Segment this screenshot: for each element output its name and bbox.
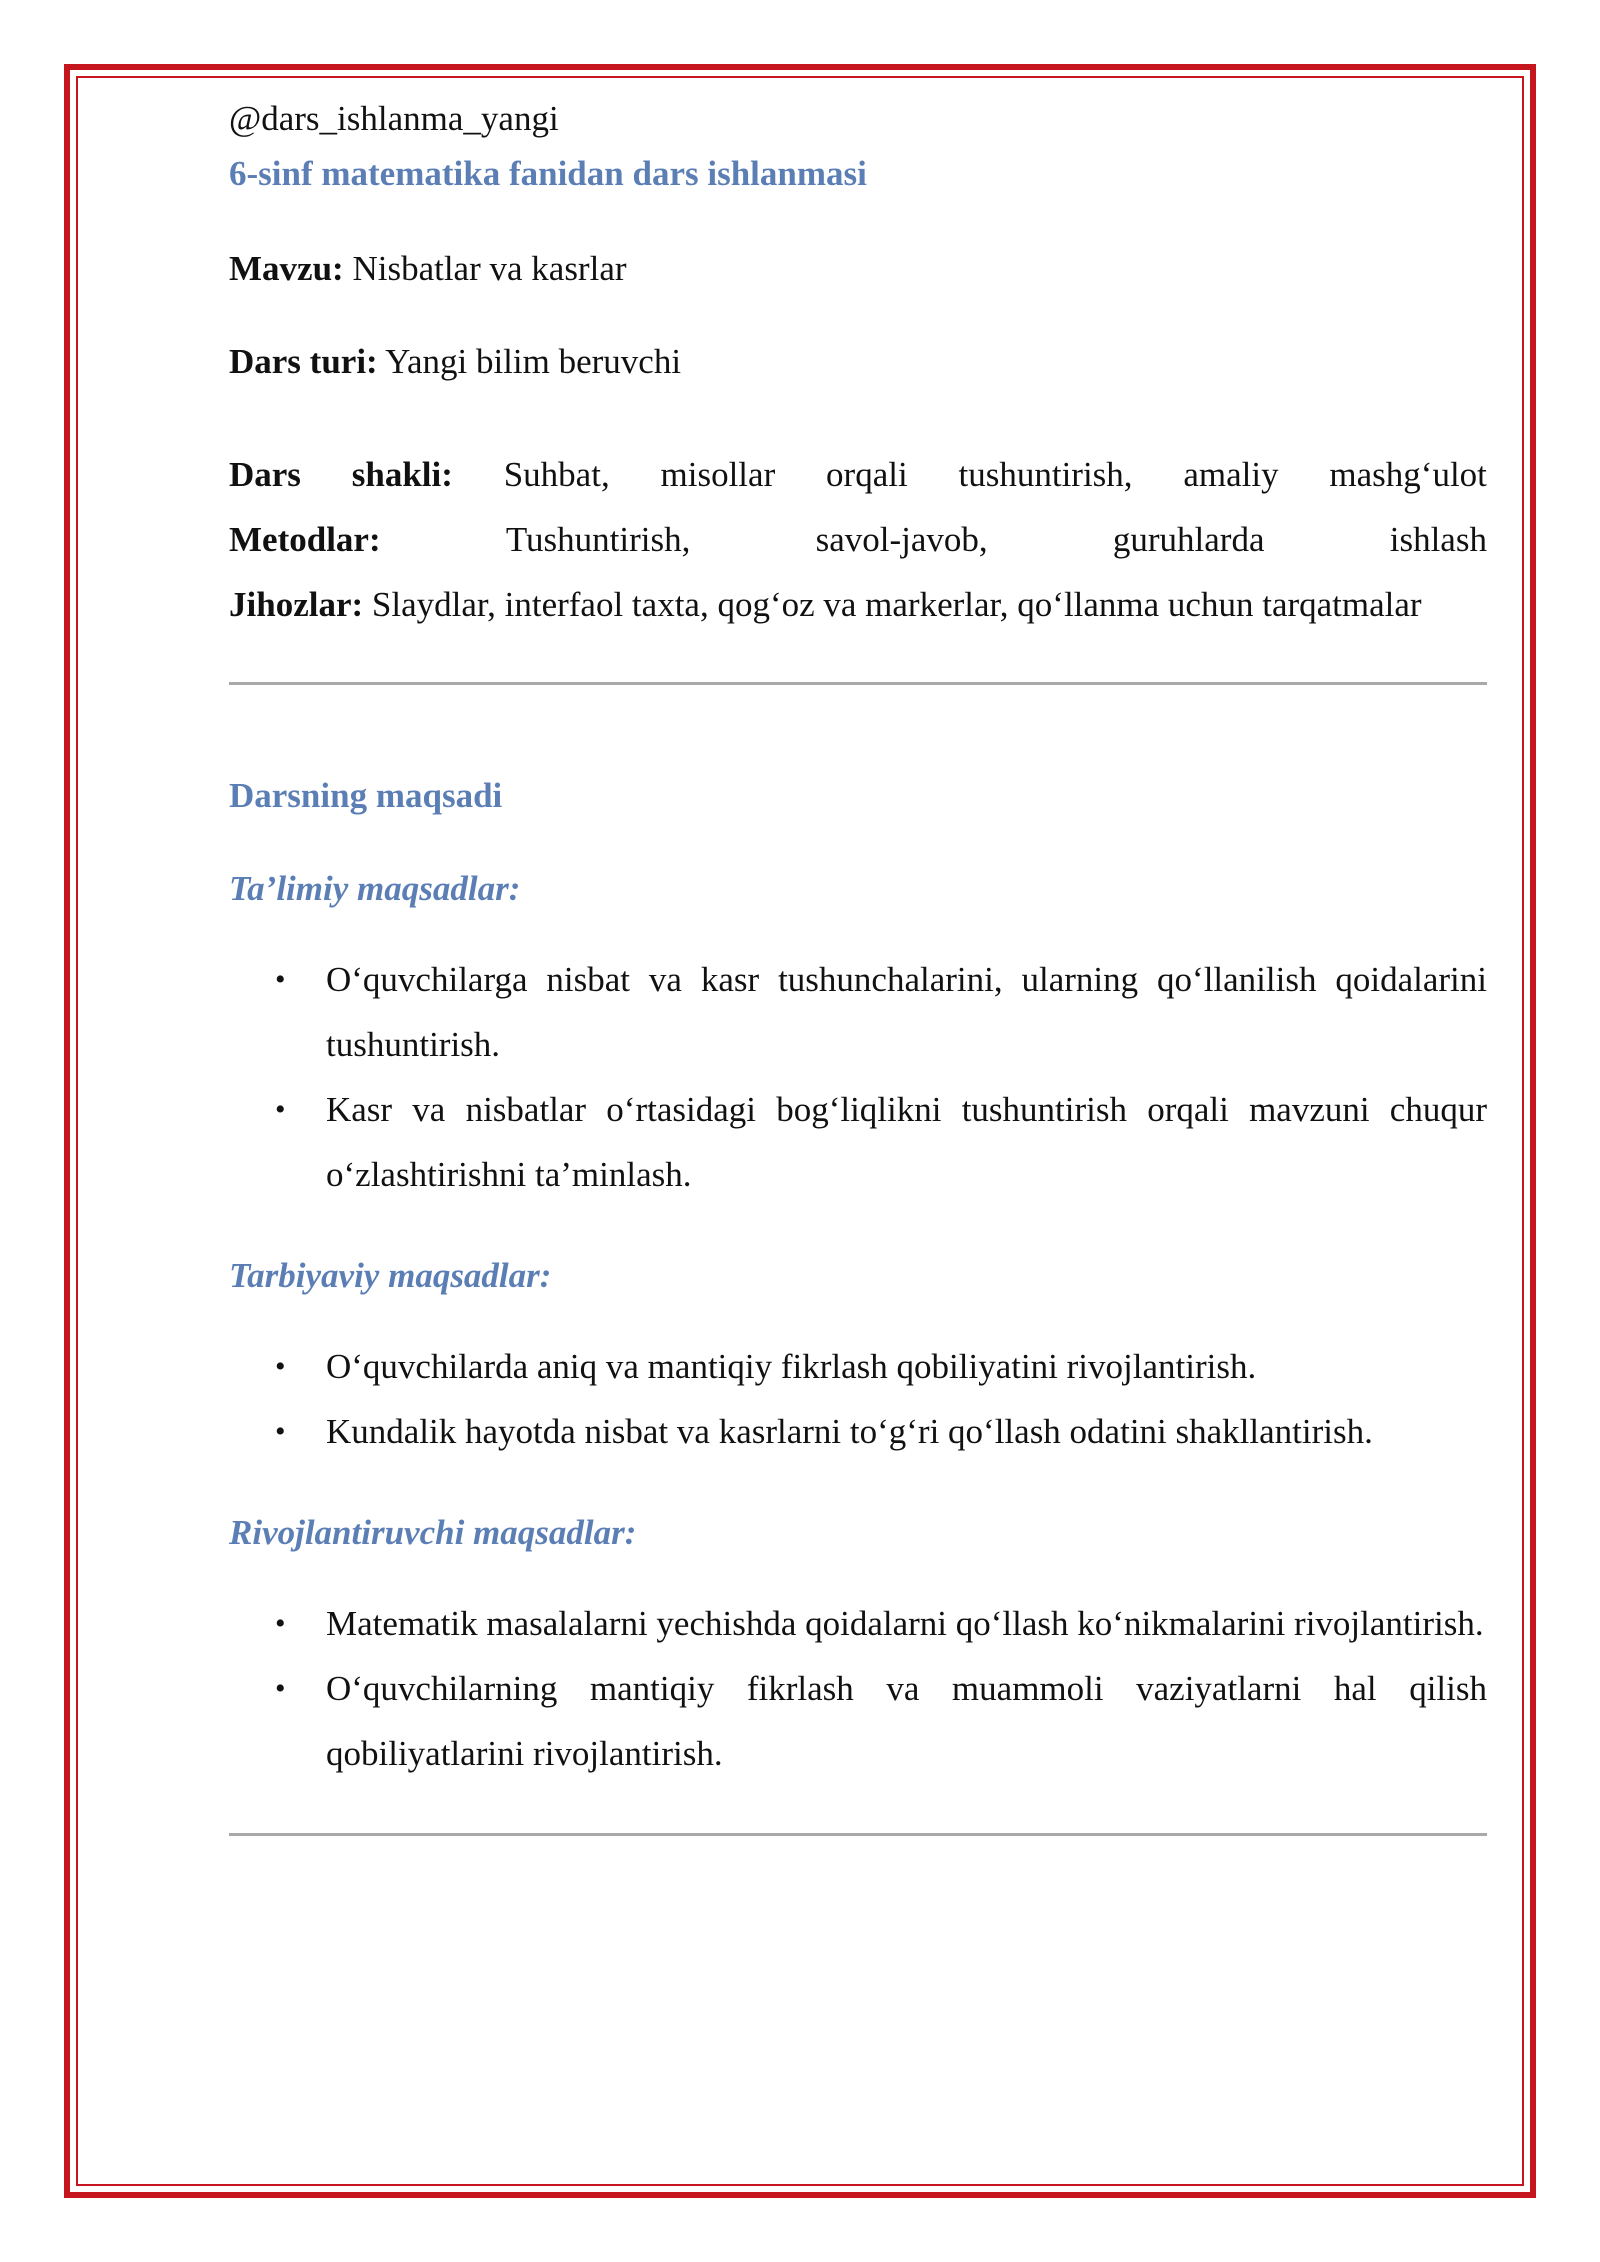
list-item: • Matematik masalalarni yechishda qoidalarni qo‘llash ko‘nikmalarini rivojlantirish. <box>229 1591 1487 1656</box>
methods-word: Tushuntirish, <box>505 520 691 559</box>
methods-line <box>229 507 1487 572</box>
developmental-goals-heading: Rivojlantiruvchi maqsadlar: <box>229 1513 637 1552</box>
channel-handle: @dars_ishlanma_yangi <box>229 99 559 138</box>
document-title: 6-sinf matematika fanidan dars ishlanmasi <box>229 154 867 193</box>
list-item: • O‘quvchilarning mantiqiy fikrlash va muammoli vaziyatlarni hal qilish qobiliyatlarini rivojlantirish. <box>229 1656 1487 1786</box>
lesson-form-word: orqali <box>826 455 908 494</box>
equipment-line <box>229 572 1487 637</box>
list-item: • O‘quvchilarga nisbat va kasr tushunchalarini, ularning qo‘llanilish qoidalarini tushuntirish. <box>229 947 1487 1077</box>
lesson-form-word: tushuntirish, <box>958 455 1133 494</box>
lesson-type-label: Dars turi: <box>229 342 378 381</box>
lesson-form-word: misollar <box>660 455 776 494</box>
topic-label: Mavzu: <box>229 249 344 288</box>
list-item: • Kasr va nisbatlar o‘rtasidagi bog‘liqlikni tushuntirish orqali mavzuni chuqur o‘zlashtirishni ta’minlash. <box>229 1077 1487 1207</box>
lesson-form-word: Suhbat, <box>503 455 610 494</box>
list-item: • O‘quvchilarda aniq va mantiqiy fikrlash qobiliyatini rivojlantirish. <box>229 1334 1487 1399</box>
lesson-form-label-word-1: Dars <box>229 455 301 494</box>
educational-goals-heading: Ta’limiy maqsadlar: <box>229 869 521 908</box>
methods-label: Metodlar: <box>229 520 381 559</box>
lesson-form-word: amaliy <box>1183 455 1279 494</box>
document-body <box>229 96 1487 1836</box>
lesson-form-line <box>229 442 1487 507</box>
educational-goals-list <box>229 947 1487 1207</box>
lesson-type-line <box>229 339 1487 384</box>
topic-line <box>229 246 1487 291</box>
topic-value: Nisbatlar va kasrlar <box>343 249 627 288</box>
upbringing-goals-heading: Tarbiyaviy maqsadlar: <box>229 1256 552 1295</box>
lesson-form-label-word-2: shakli: <box>351 455 453 494</box>
section-divider <box>229 682 1487 685</box>
section-divider <box>229 1833 1487 1836</box>
developmental-goals-list <box>229 1591 1487 1786</box>
lesson-details <box>229 442 1487 637</box>
equipment-label: Jihozlar: <box>229 585 364 624</box>
lesson-type-value: Yangi bilim beruvchi <box>377 342 682 381</box>
lesson-form-word: mashg‘ulot <box>1329 455 1487 494</box>
methods-word: savol-javob, <box>815 520 988 559</box>
methods-word: guruhlarda <box>1112 520 1265 559</box>
goals-heading: Darsning maqsadi <box>229 776 503 815</box>
upbringing-goals-list <box>229 1334 1487 1464</box>
methods-word: ishlash <box>1389 520 1487 559</box>
equipment-value: Slaydlar, interfaol taxta, qog‘oz va markerlar, qo‘llanma uchun tarqatmalar <box>363 585 1422 624</box>
list-item: • Kundalik hayotda nisbat va kasrlarni to‘g‘ri qo‘llash odatini shakllantirish. <box>229 1399 1487 1464</box>
